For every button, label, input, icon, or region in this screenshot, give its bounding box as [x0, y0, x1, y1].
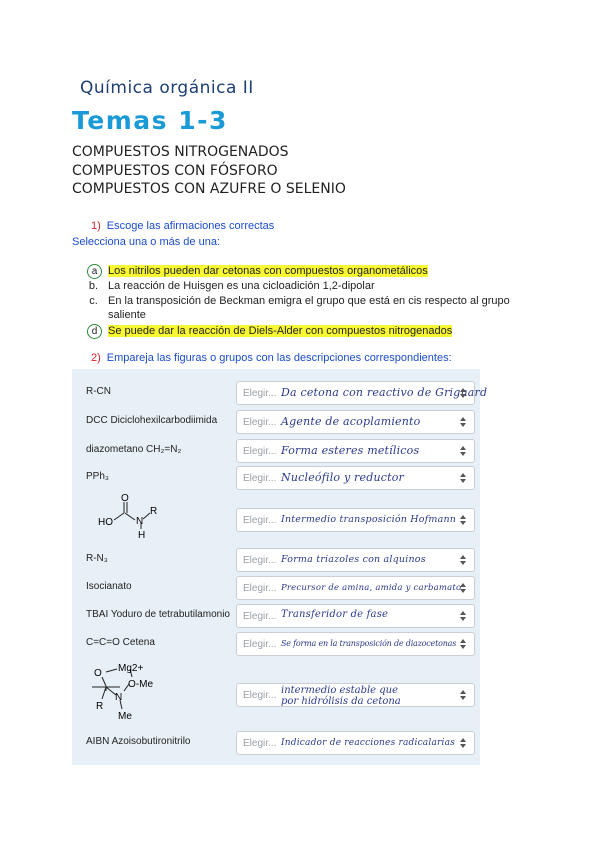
answer-select[interactable] [236, 604, 475, 628]
topic-item: COMPUESTOS NITROGENADOS [72, 144, 289, 160]
select-placeholder: Elegir... [243, 738, 277, 749]
select-placeholder: Elegir... [243, 446, 277, 457]
handwritten-answer: Indicador de reacciones radicalarias [281, 738, 455, 748]
handwritten-answer: Da cetona con reactivo de Grignard [281, 386, 488, 399]
question-number: 1) [91, 220, 101, 232]
select-arrow-icon [460, 416, 466, 428]
atom-label: HO [98, 517, 113, 528]
select-arrow-icon [460, 514, 466, 526]
select-placeholder: Elegir... [243, 690, 277, 701]
question-1-instruction: Selecciona una o más de una: [72, 236, 220, 248]
answer-select[interactable] [236, 508, 475, 532]
answer-select[interactable] [236, 410, 475, 434]
option-a[interactable] [86, 264, 526, 278]
atom-label: N [115, 692, 123, 703]
topic-item: COMPUESTOS CON AZUFRE O SELENIO [72, 181, 346, 197]
select-placeholder: Elegir... [243, 515, 277, 526]
option-letter: c. [89, 295, 98, 307]
select-placeholder: Elegir... [243, 611, 277, 622]
select-placeholder: Elegir... [243, 473, 277, 484]
select-arrow-icon [460, 472, 466, 484]
option-b[interactable] [86, 279, 526, 293]
option-letter-selected: a [87, 264, 102, 279]
select-placeholder: Elegir... [243, 583, 277, 594]
select-arrow-icon [460, 387, 466, 399]
option-text: En la transposición de Beckman emigra el grupo que está en cis respecto al grupo saliente [108, 295, 510, 321]
handwritten-answer: Nucleófilo y reductor [281, 471, 405, 484]
answer-select[interactable] [236, 632, 475, 656]
atom-label: R [150, 506, 158, 517]
select-arrow-icon [460, 638, 466, 650]
match-label: TBAI Yoduro de tetrabutilamonio [86, 609, 230, 620]
handwritten-answer: Forma triazoles con alquinos [281, 554, 426, 565]
magnesium-chelate-structure-icon [82, 659, 182, 723]
match-label: PPh₃ [86, 471, 109, 482]
atom-label: Me [118, 711, 132, 722]
answer-select[interactable] [236, 576, 475, 600]
handwritten-answer: Agente de acoplamiento [281, 415, 421, 428]
atom-label: N [136, 516, 144, 527]
atom-label: O [94, 668, 102, 679]
match-label: R-CN [86, 386, 111, 397]
question-text: Empareja las figuras o grupos con las descripciones correspondientes: [106, 352, 452, 364]
question-1-prompt [91, 220, 274, 232]
match-label: Isocianato [86, 581, 132, 592]
answer-options [86, 264, 526, 339]
question-text: Escoge las afirmaciones correctas [106, 220, 275, 232]
answer-select[interactable] [236, 548, 475, 572]
matching-panel [72, 369, 488, 765]
answer-select[interactable] [236, 683, 475, 707]
atom-label: H [138, 530, 146, 541]
answer-select[interactable] [236, 466, 475, 490]
select-placeholder: Elegir... [243, 555, 277, 566]
option-letter: b. [88, 280, 99, 292]
select-placeholder: Elegir... [243, 417, 277, 428]
option-text: Se puede dar la reacción de Diels-Alder con compuestos nitrogenados [108, 325, 453, 337]
atom-label: O-Me [128, 679, 153, 690]
select-placeholder: Elegir... [243, 388, 277, 399]
topic-item: COMPUESTOS CON FÓSFORO [72, 162, 278, 179]
select-placeholder: Elegir... [243, 639, 277, 650]
handwritten-answer: Transferidor de fase [281, 609, 389, 620]
handwritten-answer: Intermedio transposición Hofmann [281, 514, 457, 525]
select-arrow-icon [460, 689, 466, 701]
handwritten-answer: Forma esteres metílicos [281, 444, 420, 457]
match-label: R-N₃ [86, 553, 108, 564]
select-arrow-icon [460, 554, 466, 566]
course-title: Química orgánica II [80, 78, 254, 98]
atom-label: Mg2+ [118, 663, 144, 674]
atom-label: R [96, 701, 104, 712]
answer-select[interactable] [236, 439, 475, 463]
match-label: diazometano CH₂=N₂ [86, 444, 182, 455]
atom-label: O [121, 493, 129, 504]
page-title: Temas 1-3 [72, 106, 228, 135]
option-d[interactable] [86, 324, 526, 338]
option-letter-selected: d [87, 324, 102, 339]
handwritten-answer: Se forma en la transposición de diazocetonas [281, 639, 457, 648]
handwritten-answer: intermedio estable que por hidrólisis da cetona [281, 685, 401, 707]
select-arrow-icon [460, 582, 466, 594]
select-arrow-icon [460, 610, 466, 622]
carbamic-acid-structure-icon [84, 493, 174, 541]
question-number: 2) [91, 352, 101, 364]
option-text: La reacción de Huisgen es una cicloadición 1,2-dipolar [108, 280, 375, 292]
select-arrow-icon [460, 737, 466, 749]
answer-select[interactable] [236, 381, 488, 405]
select-arrow-icon [460, 445, 466, 457]
handwritten-answer: Precursor de amina, amida y carbamato [281, 583, 462, 593]
match-label: AIBN Azoisobutironitrilo [86, 736, 191, 747]
match-label: C=C=O Cetena [86, 637, 155, 648]
question-2-prompt [91, 352, 452, 364]
answer-select[interactable] [236, 731, 475, 755]
option-c[interactable] [86, 294, 526, 322]
match-label: DCC Diciclohexilcarbodiimida [86, 415, 218, 426]
topic-list [72, 143, 346, 199]
option-text: Los nitrilos pueden dar cetonas con compuestos organometálicos [108, 265, 428, 277]
